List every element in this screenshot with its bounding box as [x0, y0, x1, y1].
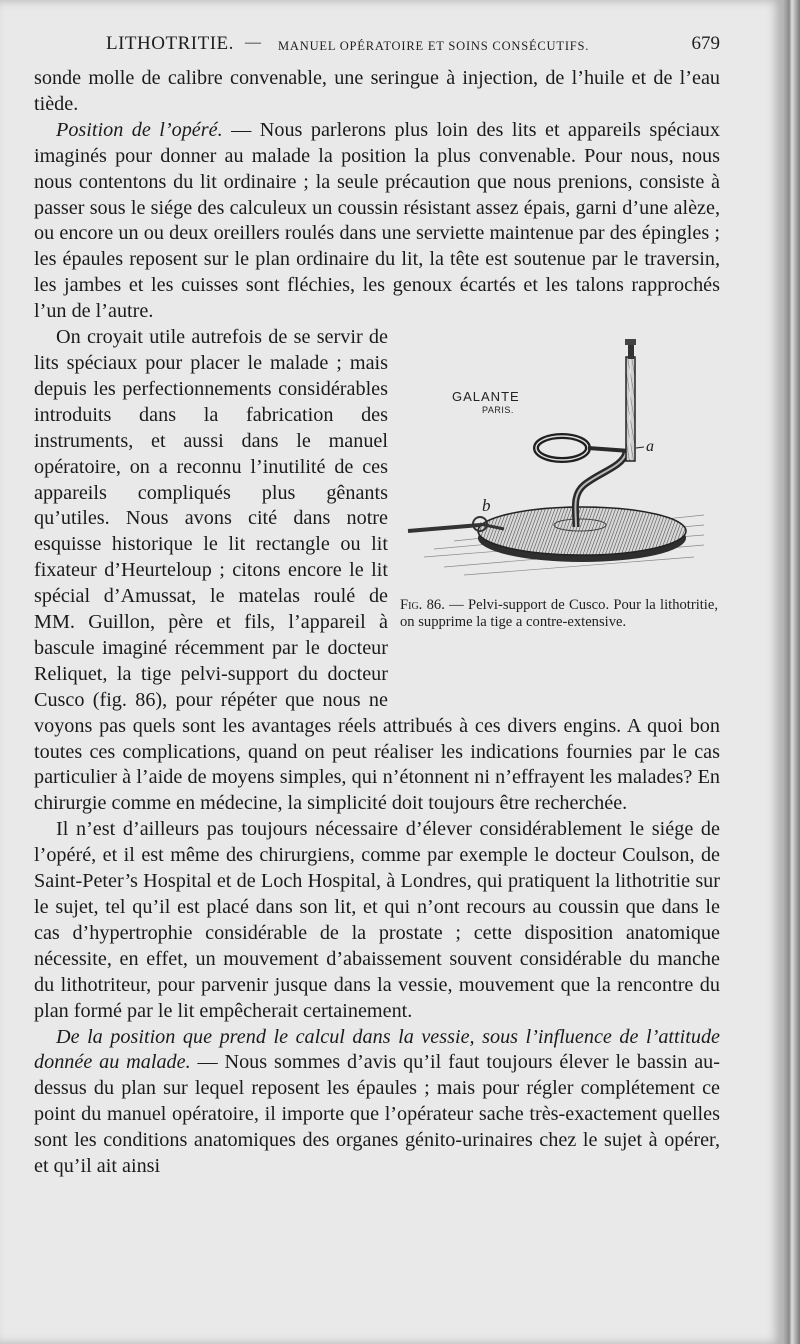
- running-title: LITHOTRITIE.: [106, 33, 234, 54]
- paragraph-2-text: — Nous parlerons plus loin des lits et appareils spéciaux imaginés pour donner au malade la position la plus convenable. Pour nous, nous nous contentons du lit ordinaire ; la seule précaution que nous prenions, consiste à passer sous le siége des calculeux un coussin résistant assez épais, garni d’une alèze, ou encore un ou deux oreillers roulés dans une serviette maintenue par des épingles ; les épaules reposent sur le plan ordinaire du lit, la tête est soutenue par le traversin, les jambes et les cuisses sont fléchies, les genoux écartés et les talons rapprochés l’un de l’autre.: [34, 118, 720, 323]
- maker-label: GALANTE: [452, 389, 520, 405]
- paragraph-3: On croyait utile autrefois de se servir de lits spéciaux pour placer le malade ; mais depuis les perfectionnements considérables introduits dans la fabrication des instruments, et aussi dans le manuel opératoire, on a reconnu l’inutilité de ces appareils compliqués plus gênants qu’utiles. Nous avons cité dans notre esquisse historique le lit rectangle ou lit fixateur d’Heurteloup ; citons encore le lit spécial d’Amussat, le matelas roulé de MM. Guillon, père et fils, l’appareil à bascule imaginé récemment par le docteur Reliquet, la tige pelvi-support du docteur Cusco (fig. 86), pour répéter que nous ne voyons pas quels sont les avantages réels attribués à ces divers engins. A quoi bon toutes ces complications, quand on peut réaliser les indications fournies par le cas particulier à l’aide de moyens simples, qui n’étonnent ni n’effrayent les malades? En chirurgie comme en médecine, la simplicité doit toujours être recherchée.: [34, 326, 720, 815]
- section-heading-calcul: De la position que prend le calcul dans la vessie, sous l’influence de l’attitude donnée au malade.: [34, 1025, 720, 1074]
- running-dash: —: [245, 34, 261, 51]
- figure-86: [400, 331, 720, 687]
- running-subtitle: MANUEL OPÉRATOIRE ET SOINS CONSÉCUTIFS.: [278, 39, 590, 53]
- label-a: a: [646, 438, 654, 456]
- figure-caption-label: Fig. 86.: [400, 597, 445, 614]
- paragraph-5: [34, 1025, 720, 1180]
- section-heading-position: Position de l’opéré.: [56, 118, 223, 141]
- paragraph-4: Il n’est d’ailleurs pas toujours nécessaire d’élever considérablement le siége de l’opéré, et il est même des chirurgiens, comme par exemple le docteur Coulson, de Saint-Peter’s Hospital et de Loch Hospital, à Londres, qui pratiquent la lithotritie sur le sujet, tel qu’il est placé dans son lit, et qui n’ont recours au coussin que dans le cas d’hypertrophie considérable de la prostate ; cette disposition anatomique nécessite, en effet, un mouvement d’abaissement souvent considérable du manche du lithotriteur, pour parvenir jusque dans la vessie, mouvement que la rencontre du plan formé par le lit empêcherait certainement.: [34, 818, 720, 1022]
- paragraph-2: [34, 118, 720, 325]
- label-b: b: [482, 496, 491, 516]
- figure-caption-text: — Pelvi-support de Cusco. Pour la lithotritie, on supprime la tige a contre-extensive.: [400, 597, 718, 630]
- pelvi-support-engraving: [404, 335, 720, 585]
- paragraph-5-text: — Nous sommes d’avis qu’il faut toujours élever le bassin au-dessus du plan sur lequel reposent les épaules ; mais pour régler complétement ce point du manuel opératoire, il importe que l’opérateur sache très-exactement quelles sont les conditions anatomiques des organes génito-urinaires chez le sujet à opérer, et qu’il ait ainsi: [34, 1051, 720, 1178]
- page-edge: [782, 0, 800, 1344]
- maker-city-label: PARIS.: [482, 405, 514, 416]
- page-number: 679: [691, 33, 720, 54]
- running-header: [36, 30, 720, 58]
- figure-caption: [400, 597, 718, 630]
- paragraph-1: sonde molle de calibre convenable, une seringue à injection, de l’huile et de l’eau tiède.: [34, 67, 720, 115]
- body-text: [34, 66, 720, 1180]
